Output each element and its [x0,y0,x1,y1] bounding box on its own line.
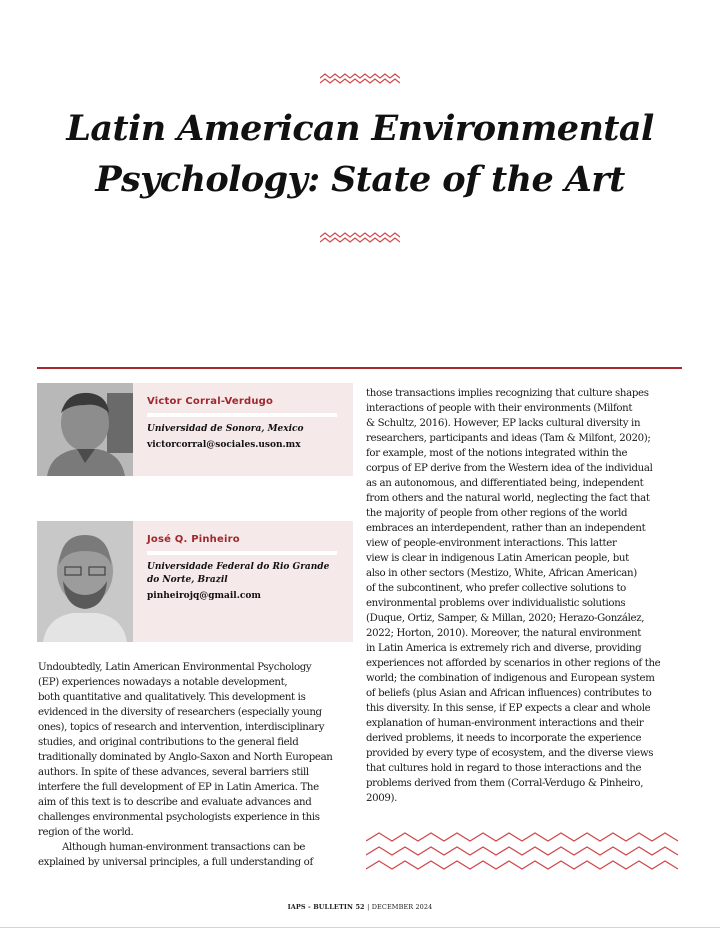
portrait-icon [37,383,133,476]
author-affiliation: Universidad de Sonora, Mexico [147,424,304,434]
footer-separator: | [367,903,370,911]
article-title [0,103,720,205]
zigzag-line [366,847,678,855]
name-underline [147,551,337,555]
zigzag-line [320,238,400,242]
footer-publication: IAPS - BULLETIN 52 [287,903,365,911]
author-card [37,521,353,642]
zigzag-line [320,79,400,83]
portrait-icon [37,521,133,642]
zigzag-ornament-top [320,72,400,86]
zigzag-ornament-under-title [320,231,400,245]
author-email[interactable]: pinheirojq@gmail.com [147,591,261,601]
body-column-left [38,660,356,870]
title-line-1: Latin American Environmental [66,108,654,149]
paragraph: Undoubtedly, Latin American Environmental Psychology (EP) experiences nowadays a notable development, both quantitative and qualitatively. This development is evidenced in the diversity of researchers (especially young ones), topics of research and intervention, interdisciplinary studies, and original contributions to the general field traditionally dominated by Anglo-Saxon and North European authors. In spite of these advances, several barriers still interfere the full development of EP in Latin America. The aim of this text is to describe and evaluate advances and challenges environmental psychologists experience in this region of the world. [38,662,333,838]
zigzag-ornament-block [366,831,682,875]
title-line-2: Psychology: State of the Art [95,159,625,200]
page-bottom-edge [0,927,720,928]
author-name: Victor Corral-Verdugo [147,396,274,407]
author-affiliation: Universidade Federal do Rio Grande do Norte, Brazil [147,562,330,585]
paragraph: Although human-environment transactions can be explained by universal principles, a full understanding of [38,842,313,868]
author-photo [37,521,133,642]
zigzag-line [320,74,400,78]
author-email[interactable]: victorcorral@sociales.uson.mx [147,440,301,450]
page-footer [0,903,720,911]
section-divider [37,367,682,369]
zigzag-line [366,833,678,841]
author-name: José Q. Pinheiro [147,534,240,545]
author-card [37,383,353,476]
body-column-right [366,386,716,806]
zigzag-line [366,861,678,869]
paragraph: those transactions implies recognizing that culture shapes interactions of people with their environments (Milfont & Schultz, 2016). However, EP lacks cultural diversity in researchers, participants and ideas (Tam & Milfont, 2020); for example, most of the notions integrated within the corpus of EP derive from the Western idea of the individual as an autonomous, and differentiated being, independent from others and the natural world, neglecting the fact that the majority of people from other regions of the world embraces an interdependent, rather than an independent view of people-environment interactions. This latter view is clear in indigenous Latin American people, but also in other sectors (Mestizo, White, African American) of the subcontinent, who prefer collective solutions to environmental problems over individualistic solutions (Duque, Ortiz, Samper, & Millan, 2020; Herazo-González, 2022; Horton, 2010). Moreover, the natural environment in Latin America is extremely rich and diverse, providing experiences not afforded by scenarios in other regions of the world; the combination of indigenous and European system of beliefs (plus Asian and African influences) contributes to this diversity. In this sense, if EP expects a clear and whole explanation of human-environment interactions and their derived problems, it needs to incorporate the experience provided by every type of ecosystem, and the diverse views that cultures hold in regard to those interactions and the problems derived from them (Corral-Verdugo & Pinheiro, 2009). [366,388,661,804]
zigzag-line [320,233,400,237]
name-underline [147,413,337,417]
author-photo [37,383,133,476]
footer-date: DECEMBER 2024 [371,903,433,911]
